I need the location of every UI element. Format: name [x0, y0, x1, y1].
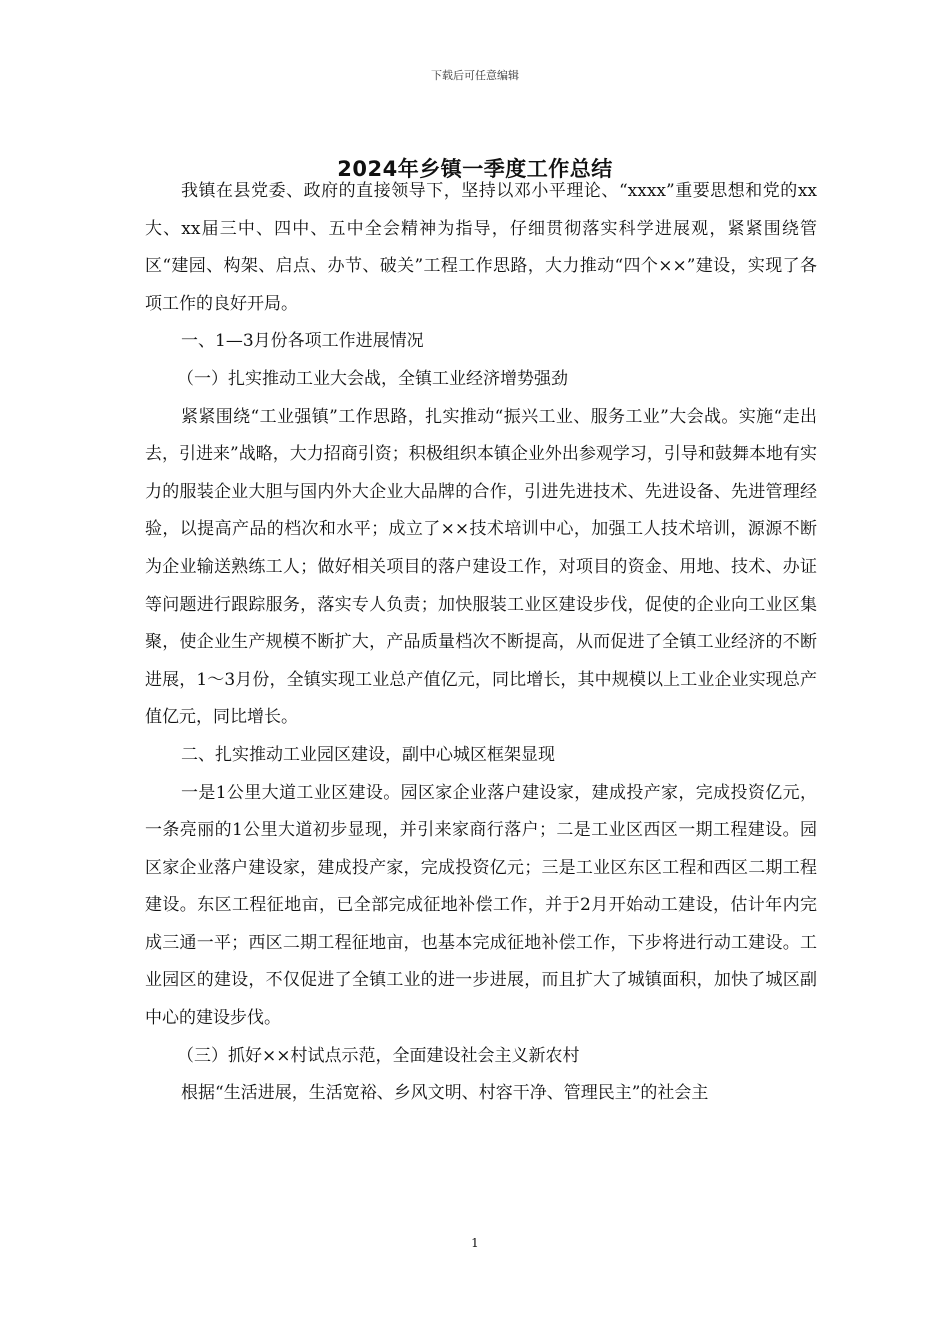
intro-paragraph: 我镇在县党委、政府的直接领导下，坚持以邓小平理论、“xxxx”重要思想和党的xx大、xx届三中、四中、五中全会精神为指导，仔细贯彻落实科学进展观，紧紧围绕管区“建园、构架、启点、办节、破关”工程工作思路，大力推动“四个××”建设，实现了各项工作的良好开局。 — [145, 181, 817, 314]
subsection-heading-3: （三）抓好××村试点示范，全面建设社会主义新农村 — [177, 1045, 580, 1066]
section-heading-2: 二、扎实推动工业园区建设，副中心城区框架显现 — [181, 744, 555, 765]
document-title: 2024年乡镇一季度工作总结 — [337, 157, 613, 181]
page-header-note: 下载后可任意编辑 — [431, 69, 519, 82]
industry-paragraph: 紧紧围绕“工业强镇”工作思路，扎实推动“振兴工业、服务工业”大会战。实施“走出去，引进来”战略，大力招商引资；积极组织本镇企业外出参观学习，引导和鼓舞本地有实力的服装企业大胆与国内外大企业大品牌的合作，引进先进技术、先进设备、先进管理经验，以提高产品的档次和水平；成立了××技术培训中心，加强工人技术培训，源源不断为企业输送熟练工人；做好相关项目的落户建设工作，对项目的资金、用地、技术、办证等问题进行跟踪服务，落实专人负责；加快服装工业区建设步伐，促使的企业向工业区集聚，使企业生产规模不断扩大，产品质量档次不断提高，从而促进了全镇工业经济的不断进展，1～3月份，全镇实现工业总产值亿元，同比增长，其中规模以上工业企业实现总产值亿元，同比增长。 — [145, 406, 817, 728]
subsection-heading-1: （一）扎实推动工业大会战，全镇工业经济增势强劲 — [177, 368, 568, 389]
industrial-park-paragraph: 一是1公里大道工业区建设。园区家企业落户建设家，建成投产家，完成投资亿元，一条亮丽的1公里大道初步显现，并引来家商行落户；二是工业区西区一期工程建设。园区家企业落户建设家，建成投产家，完成投资亿元；三是工业区东区工程和西区二期工程建设。东区工程征地亩，已全部完成征地补偿工作，并于2月开始动工建设，估计年内完成三通一平；西区二期工程征地亩，也基本完成征地补偿工作，下步将进行动工建设。工业园区的建设，不仅促进了全镇工业的进一步进展，而且扩大了城镇面积，加快了城区副中心的建设步伐。 — [145, 782, 817, 1029]
section-heading-1: 一、1—3月份各项工作进展情况 — [181, 331, 424, 352]
page-number: 1 — [471, 1236, 479, 1250]
document-body — [145, 173, 817, 1113]
new-countryside-paragraph: 根据“生活进展，生活宽裕、乡风文明、村容干净、管理民主”的社会主 — [181, 1083, 709, 1104]
